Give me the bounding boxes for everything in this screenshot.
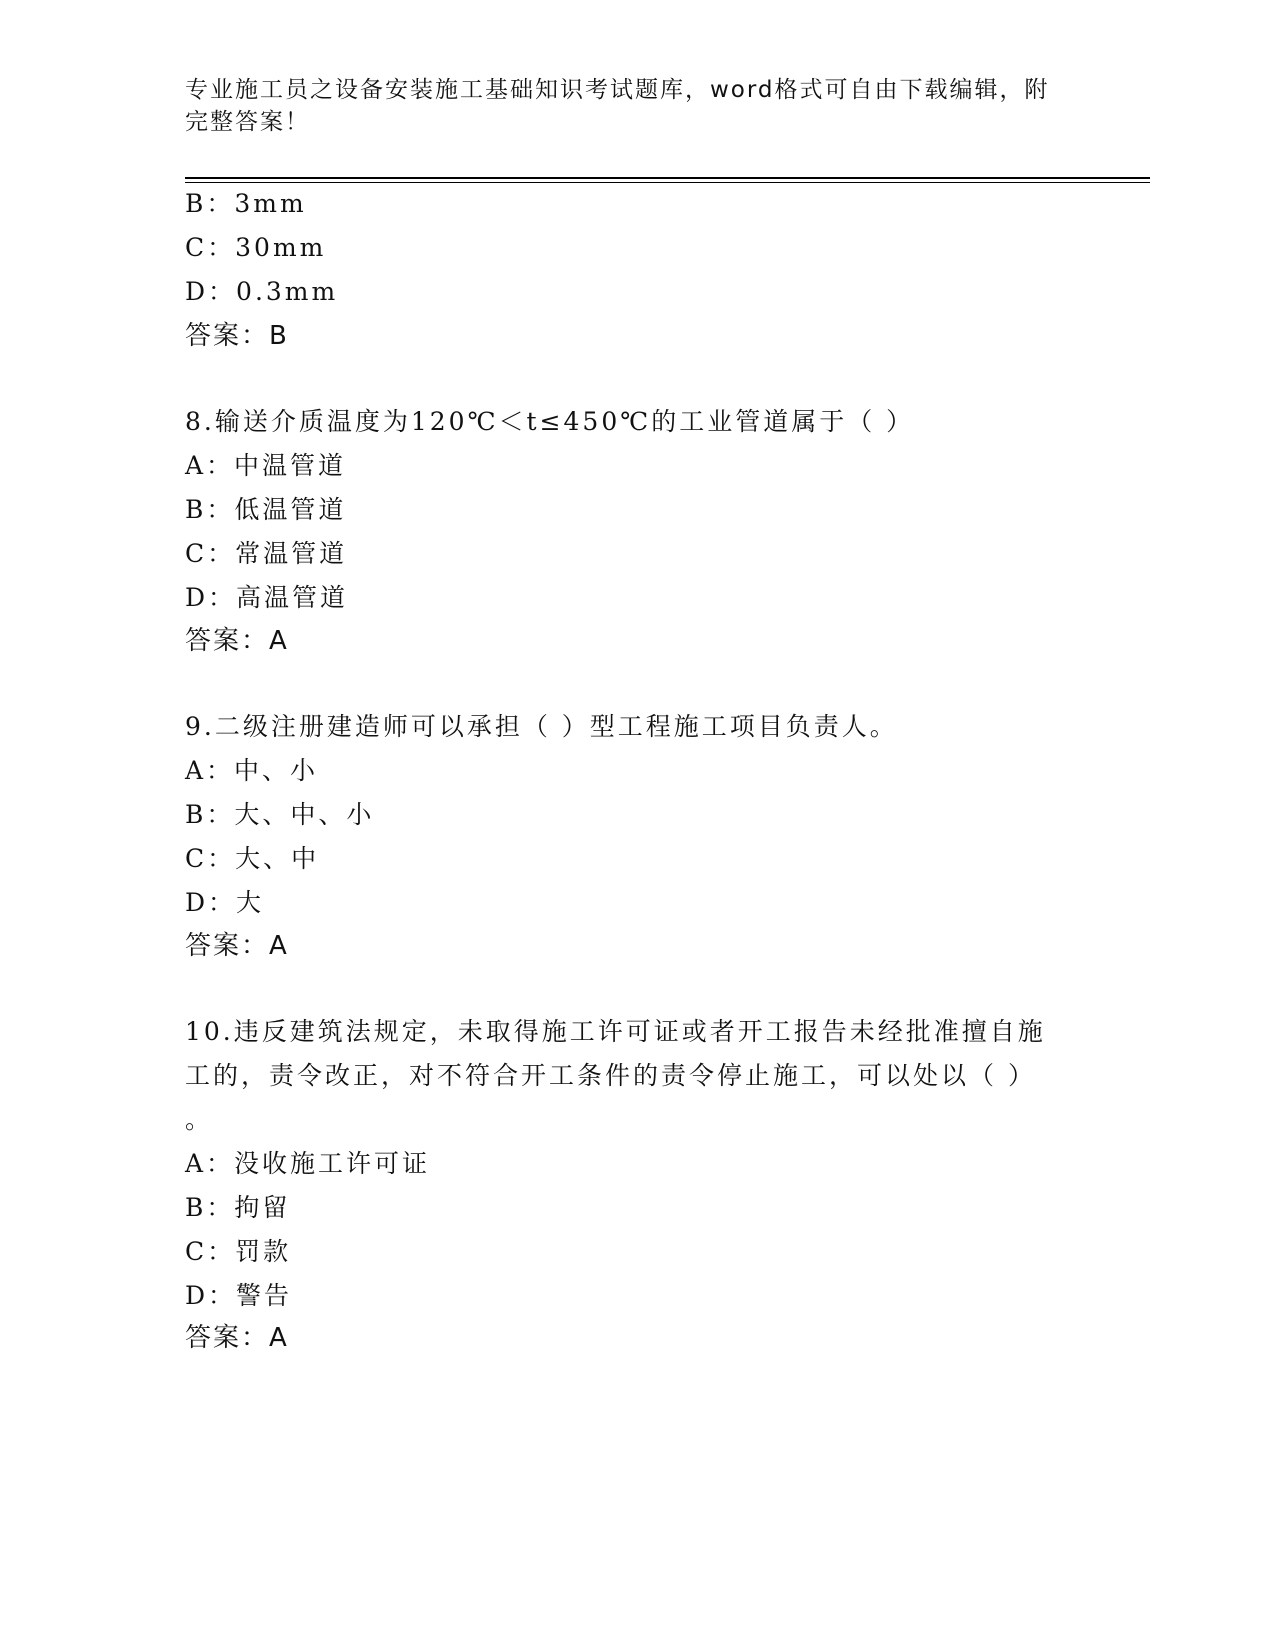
q10-question-line-3: 。 [185, 1105, 214, 1134]
q8-question: 8.输送介质温度为120℃＜t≤450℃的工业管道属于（ ） [185, 407, 915, 436]
q9-option-b: B：大、中、小 [185, 800, 375, 829]
q9-option-a: A：中、小 [185, 756, 319, 785]
q10-option-b: B：拘留 [185, 1193, 291, 1222]
q10-option-d: D：警告 [185, 1281, 293, 1310]
q7-answer: 答案：B [185, 321, 289, 351]
q10-option-a: A：没收施工许可证 [185, 1149, 431, 1178]
q8-answer: 答案：A [185, 626, 289, 656]
q10-option-c: C：罚款 [185, 1237, 292, 1266]
q7-option-c: C：30mm [185, 233, 327, 262]
q8-option-a: A：中温管道 [185, 451, 347, 480]
q7-option-d: D：0.3mm [185, 277, 339, 306]
header-divider-thin [185, 182, 1150, 183]
header-divider-thick [185, 177, 1150, 179]
q8-option-d: D：高温管道 [185, 583, 349, 612]
q10-question-line-1: 10.违反建筑法规定，未取得施工许可证或者开工报告未经批准擅自施 [185, 1017, 1046, 1046]
q7-option-b: B：3mm [185, 189, 307, 218]
q9-option-c: C：大、中 [185, 844, 320, 873]
q8-option-b: B：低温管道 [185, 495, 347, 524]
document-header: 专业施工员之设备安装施工基础知识考试题库，word格式可自由下载编辑，附完整答案！ [185, 77, 1050, 135]
q10-question-line-2: 工的，责令改正，对不符合开工条件的责令停止施工，可以处以（ ） [185, 1061, 1036, 1090]
q9-answer: 答案：A [185, 931, 289, 961]
q8-option-c: C：常温管道 [185, 539, 348, 568]
q9-question: 9.二级注册建造师可以承担（ ）型工程施工项目负责人。 [185, 712, 898, 741]
q10-answer: 答案：A [185, 1323, 289, 1353]
q9-option-d: D：大 [185, 888, 265, 917]
